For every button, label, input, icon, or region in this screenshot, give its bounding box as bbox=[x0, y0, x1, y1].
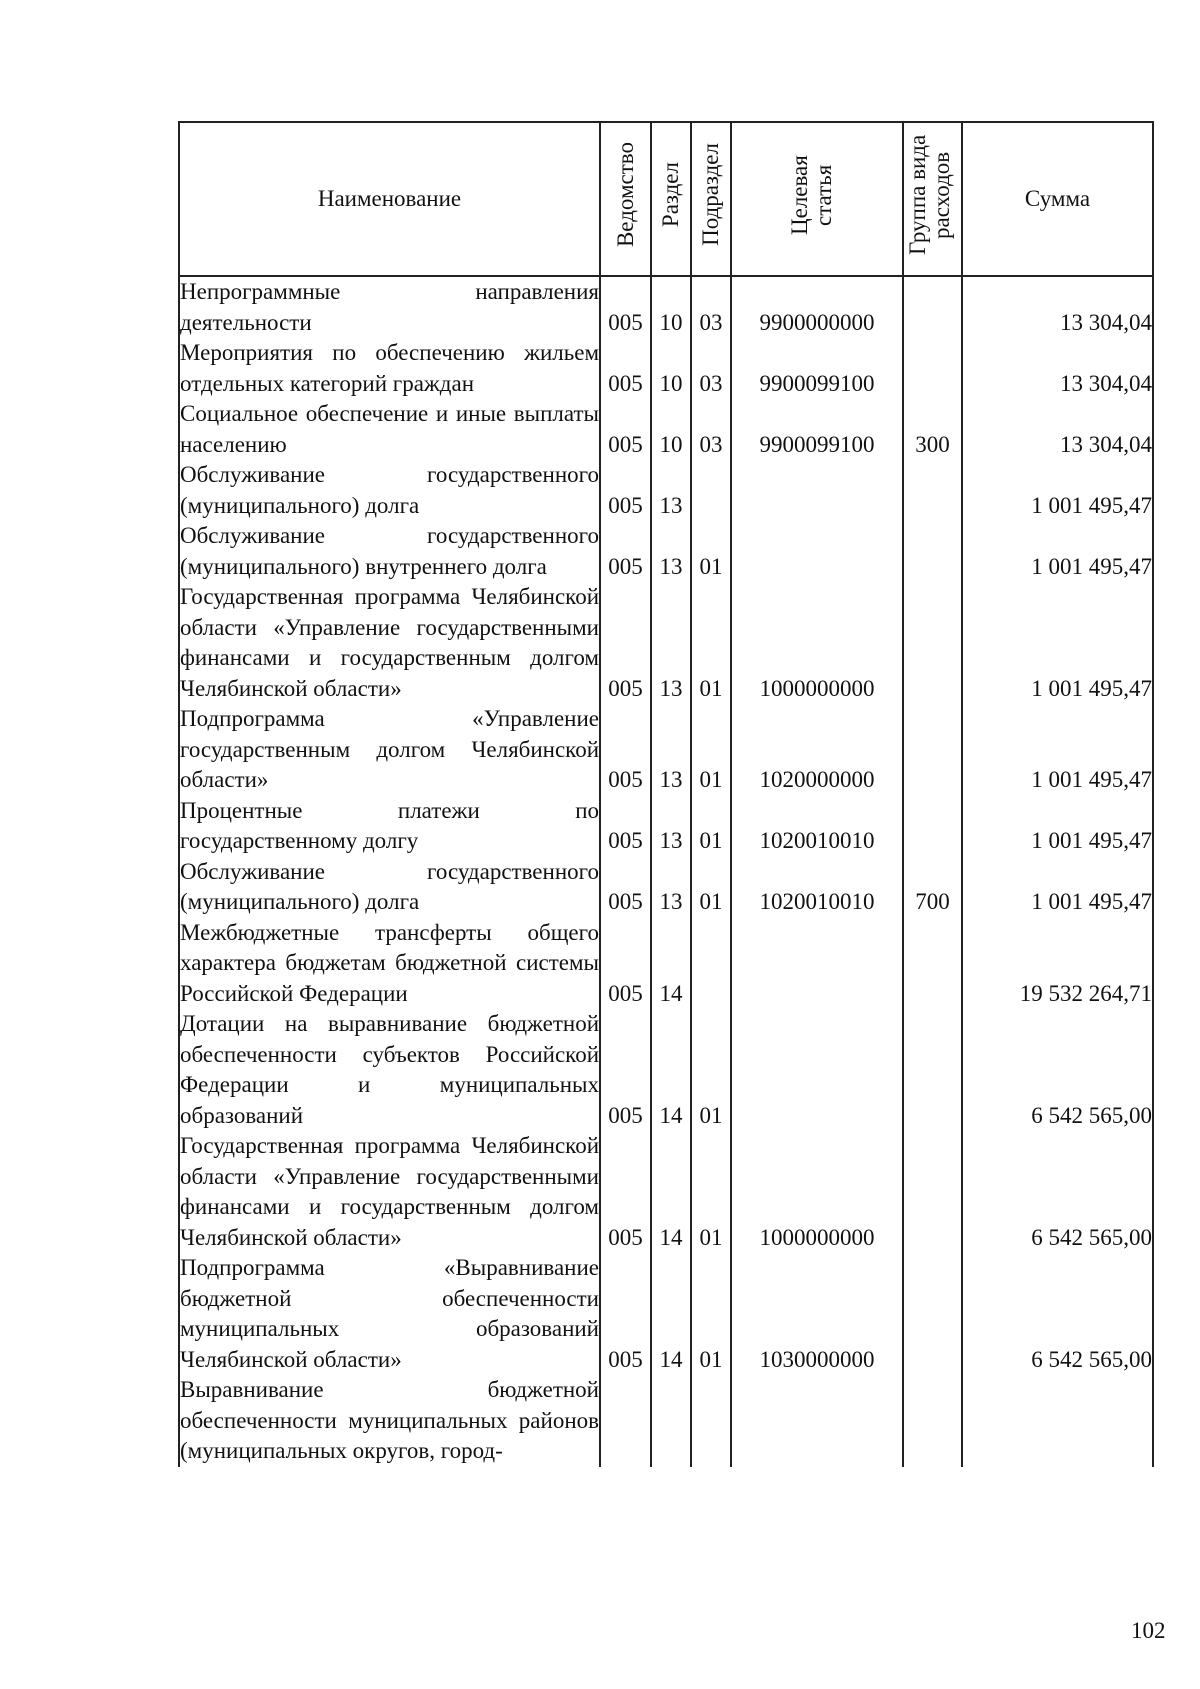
cell-vedomstvo: 005 bbox=[600, 338, 651, 399]
cell-group bbox=[903, 1253, 962, 1375]
cell-podrazdel bbox=[691, 918, 731, 1010]
header-podrazdel: Подраздел bbox=[691, 122, 731, 276]
cell-vedomstvo: 005 bbox=[600, 582, 651, 704]
cell-podrazdel: 01 bbox=[691, 1253, 731, 1375]
cell-podrazdel: 01 bbox=[691, 521, 731, 582]
table-row bbox=[179, 338, 1153, 399]
table-row bbox=[179, 1131, 1153, 1253]
cell-vedomstvo: 005 bbox=[600, 796, 651, 857]
cell-razdel: 13 bbox=[651, 460, 691, 521]
header-sum: Сумма bbox=[962, 122, 1153, 276]
budget-table bbox=[178, 121, 1154, 1467]
table-row bbox=[179, 918, 1153, 1010]
cell-sum: 13 304,04 bbox=[962, 399, 1153, 460]
cell-name: Обслуживание государственного (муниципального) долга bbox=[179, 460, 600, 521]
cell-sum: 13 304,04 bbox=[962, 276, 1153, 338]
cell-sum: 6 542 565,00 bbox=[962, 1131, 1153, 1253]
cell-sum: 1 001 495,47 bbox=[962, 704, 1153, 796]
table-row bbox=[179, 796, 1153, 857]
cell-sum: 19 532 264,71 bbox=[962, 918, 1153, 1010]
cell-target: 1030000000 bbox=[731, 1253, 903, 1375]
cell-name: Дотации на выравнивание бюджетной обеспеченности субъектов Российской Федерации и муниципальных образований bbox=[179, 1009, 600, 1131]
cell-empty bbox=[600, 1375, 651, 1467]
cell-razdel: 14 bbox=[651, 918, 691, 1010]
header-name: Наименование bbox=[179, 122, 600, 276]
cell-empty bbox=[903, 1375, 962, 1467]
cell-vedomstvo: 005 bbox=[600, 460, 651, 521]
cell-target: 1000000000 bbox=[731, 1131, 903, 1253]
cell-target bbox=[731, 918, 903, 1010]
cell-podrazdel: 03 bbox=[691, 276, 731, 338]
cell-group bbox=[903, 276, 962, 338]
cell-name: Непрограммные направления деятельности bbox=[179, 276, 600, 338]
cell-empty bbox=[962, 1375, 1153, 1467]
cell-target: 1000000000 bbox=[731, 582, 903, 704]
cell-group: 300 bbox=[903, 399, 962, 460]
cell-razdel: 14 bbox=[651, 1131, 691, 1253]
cell-razdel: 13 bbox=[651, 796, 691, 857]
cell-group bbox=[903, 582, 962, 704]
cell-razdel: 10 bbox=[651, 276, 691, 338]
cell-target: 9900000000 bbox=[731, 276, 903, 338]
cell-target bbox=[731, 460, 903, 521]
table-row bbox=[179, 1009, 1153, 1131]
cell-vedomstvo: 005 bbox=[600, 399, 651, 460]
cell-group bbox=[903, 918, 962, 1010]
cell-name: Обслуживание государственного (муниципального) долга bbox=[179, 857, 600, 918]
cell-razdel: 13 bbox=[651, 704, 691, 796]
cell-sum: 13 304,04 bbox=[962, 338, 1153, 399]
cell-podrazdel: 03 bbox=[691, 338, 731, 399]
cell-vedomstvo: 005 bbox=[600, 276, 651, 338]
cell-name: Мероприятия по обеспечению жильем отдельных категорий граждан bbox=[179, 338, 600, 399]
cell-podrazdel: 01 bbox=[691, 704, 731, 796]
cell-razdel: 10 bbox=[651, 338, 691, 399]
cell-vedomstvo: 005 bbox=[600, 1131, 651, 1253]
cell-name: Выравнивание бюджетной обеспеченности муниципальных районов (муниципальных округов, город- bbox=[179, 1375, 600, 1467]
cell-razdel: 14 bbox=[651, 1253, 691, 1375]
cell-group bbox=[903, 460, 962, 521]
table-row bbox=[179, 704, 1153, 796]
cell-name: Процентные платежи по государственному долгу bbox=[179, 796, 600, 857]
page-number: 102 bbox=[1131, 1618, 1166, 1643]
header-row bbox=[179, 122, 1153, 276]
cell-vedomstvo: 005 bbox=[600, 521, 651, 582]
cell-podrazdel: 01 bbox=[691, 1009, 731, 1131]
cell-name: Межбюджетные трансферты общего характера бюджетам бюджетной системы Российской Федерации bbox=[179, 918, 600, 1010]
cell-group bbox=[903, 796, 962, 857]
header-group: Группа вида расходов bbox=[903, 122, 962, 276]
cell-sum: 6 542 565,00 bbox=[962, 1253, 1153, 1375]
cell-empty bbox=[651, 1375, 691, 1467]
header-target: Целевая статья bbox=[731, 122, 903, 276]
cell-podrazdel bbox=[691, 460, 731, 521]
cell-vedomstvo: 005 bbox=[600, 704, 651, 796]
cell-name: Обслуживание государственного (муниципального) внутреннего долга bbox=[179, 521, 600, 582]
cell-sum: 6 542 565,00 bbox=[962, 1009, 1153, 1131]
cell-empty bbox=[691, 1375, 731, 1467]
cell-group: 700 bbox=[903, 857, 962, 918]
cell-name: Подпрограмма «Управление государственным долгом Челябинской области» bbox=[179, 704, 600, 796]
cell-vedomstvo: 005 bbox=[600, 918, 651, 1010]
cell-name: Государственная программа Челябинской области «Управление государственными финансами и государственным долгом Челябинской области» bbox=[179, 582, 600, 704]
table-row bbox=[179, 460, 1153, 521]
cell-podrazdel: 01 bbox=[691, 582, 731, 704]
cell-empty bbox=[731, 1375, 903, 1467]
cell-razdel: 10 bbox=[651, 399, 691, 460]
cell-sum: 1 001 495,47 bbox=[962, 460, 1153, 521]
cell-razdel: 13 bbox=[651, 582, 691, 704]
table-row bbox=[179, 276, 1153, 338]
cell-sum: 1 001 495,47 bbox=[962, 796, 1153, 857]
table-row bbox=[179, 582, 1153, 704]
cell-podrazdel: 01 bbox=[691, 796, 731, 857]
cell-vedomstvo: 005 bbox=[600, 1009, 651, 1131]
cell-target: 1020010010 bbox=[731, 857, 903, 918]
cell-sum: 1 001 495,47 bbox=[962, 582, 1153, 704]
cell-group bbox=[903, 1131, 962, 1253]
cell-target: 1020000000 bbox=[731, 704, 903, 796]
cell-target: 1020010010 bbox=[731, 796, 903, 857]
cell-vedomstvo: 005 bbox=[600, 1253, 651, 1375]
cell-sum: 1 001 495,47 bbox=[962, 521, 1153, 582]
header-vedomstvo: Ведомство bbox=[600, 122, 651, 276]
cell-sum: 1 001 495,47 bbox=[962, 857, 1153, 918]
cell-razdel: 13 bbox=[651, 857, 691, 918]
cell-name: Социальное обеспечение и иные выплаты населению bbox=[179, 399, 600, 460]
table-row bbox=[179, 521, 1153, 582]
table-row bbox=[179, 857, 1153, 918]
cell-podrazdel: 03 bbox=[691, 399, 731, 460]
cell-razdel: 14 bbox=[651, 1009, 691, 1131]
table-body bbox=[179, 276, 1153, 1467]
cell-target bbox=[731, 1009, 903, 1131]
cell-name: Государственная программа Челябинской области «Управление государственными финансами и государственным долгом Челябинской области» bbox=[179, 1131, 600, 1253]
cell-group bbox=[903, 521, 962, 582]
table-row-continued bbox=[179, 1375, 1153, 1467]
cell-target: 9900099100 bbox=[731, 338, 903, 399]
cell-vedomstvo: 005 bbox=[600, 857, 651, 918]
table-row bbox=[179, 1253, 1153, 1375]
cell-podrazdel: 01 bbox=[691, 1131, 731, 1253]
cell-group bbox=[903, 704, 962, 796]
table-row bbox=[179, 399, 1153, 460]
cell-group bbox=[903, 1009, 962, 1131]
cell-group bbox=[903, 338, 962, 399]
cell-name: Подпрограмма «Выравнивание бюджетной обеспеченности муниципальных образований Челябинской области» bbox=[179, 1253, 600, 1375]
cell-podrazdel: 01 bbox=[691, 857, 731, 918]
cell-razdel: 13 bbox=[651, 521, 691, 582]
header-razdel: Раздел bbox=[651, 122, 691, 276]
cell-target: 9900099100 bbox=[731, 399, 903, 460]
cell-target bbox=[731, 521, 903, 582]
